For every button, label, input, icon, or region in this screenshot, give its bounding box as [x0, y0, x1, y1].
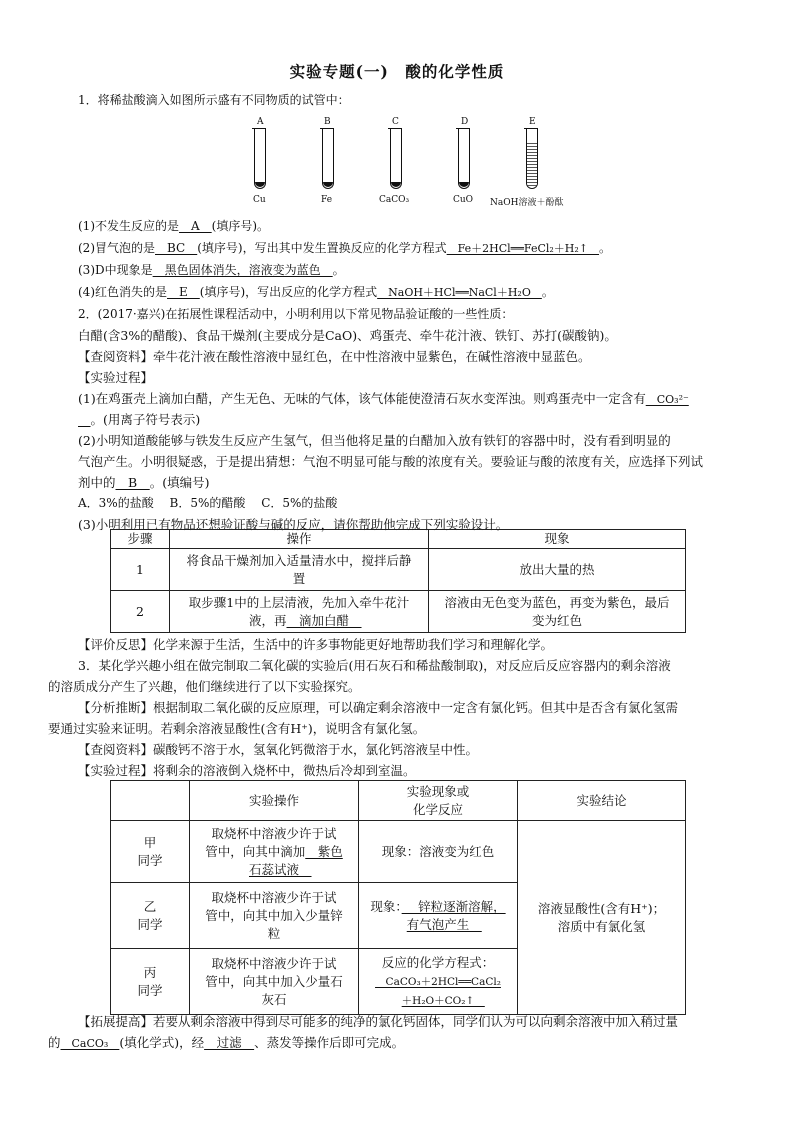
tube-d	[458, 128, 470, 189]
q2-table	[110, 529, 686, 633]
q2-table-header-step: 步骤	[111, 530, 170, 549]
tube-c	[390, 128, 402, 189]
q3-answer-2: 锌粒逐渐溶解，	[401, 898, 506, 914]
q2-table-header-phenomenon: 现象	[429, 530, 686, 549]
page-title: 实验专题(一) 酸的化学性质	[289, 62, 505, 81]
q1-answer-3: 黑色固体消失，溶液变为蓝色	[152, 263, 333, 277]
q2-line-8: 气泡产生。小明很疑惑，于是提出猜想：气泡不明显可能与酸的浓度有关。要验证与酸的浓度有关，应选择下列试	[78, 454, 704, 469]
tube-a-solid	[255, 182, 265, 187]
q3-table-header-conclusion: 实验结论	[518, 781, 686, 821]
tube-e-letter: E	[529, 117, 536, 127]
table-row: 1 将食品干燥剂加入适量清水中，搅拌后静 置 放出大量的热	[111, 549, 686, 591]
q1-part4: (4)红色消失的是 E (填序号)，写出反应的化学方程式 NaOH＋HCl══NaCl＋H₂O 。	[78, 285, 554, 299]
q2-line-3: 【查阅资料】牵牛花汁液在酸性溶液中显红色，在中性溶液中显紫色，在碱性溶液中显蓝色。	[78, 349, 591, 364]
q1-answer-2: BC	[155, 241, 198, 255]
tube-b	[322, 128, 334, 189]
tube-c-solid	[391, 182, 401, 187]
q3-line-5: 【查阅资料】碳酸钙不溶于水，氢氧化钙微溶于水，氯化钙溶液呈中性。	[78, 742, 479, 757]
tube-c-letter: C	[392, 117, 399, 127]
tube-b-label: Fe	[321, 195, 333, 205]
q1-intro: 1．将稀盐酸滴入如图所示盛有不同物质的试管中：	[78, 93, 350, 107]
q3-line-4: 要通过实验来证明。若剩余溶液显酸性(含有H⁺)，说明含有氯化氢。	[48, 721, 426, 736]
q2-answer-2: B	[115, 475, 150, 490]
table-row: 2 取步骤1中的上层清液，先加入牵牛花汁 液，再 滴加白醋 溶液由无色变为蓝色，再变为紫色，最后 变为红色	[111, 591, 686, 633]
q2-table-answer: 滴加白醋	[286, 612, 362, 628]
q2-line-5: (1)在鸡蛋壳上滴加白醋，产生无色、无味的气体，该气体能使澄清石灰水变浑浊。则鸡蛋壳中一定含有 CO₃²⁻	[78, 391, 689, 406]
tube-e-liquid	[527, 142, 537, 188]
tube-d-letter: D	[461, 117, 469, 127]
q1-equation-4: NaOH＋HCl══NaCl＋H₂O	[377, 286, 542, 299]
table-row: 甲 同学 取烧杯中溶液少许于试 管中，向其中滴加 紫色 石蕊试液 现象：溶液变为红色 溶液显酸性(含有H⁺)； 溶质中有氯化氢	[111, 821, 686, 883]
q1-part2: (2)冒气泡的是 BC (填序号)，写出其中发生置换反应的化学方程式 Fe＋2HCl══FeCl₂＋H₂↑ 。	[78, 241, 612, 255]
q1-part1: (1)不发生反应的是 A (填序号)。	[78, 219, 270, 233]
tube-c-label: CaCO₃	[379, 195, 410, 205]
q3-line-1: 3．某化学兴趣小组在做完制取二氧化碳的实验后(用石灰石和稀盐酸制取)，对反应后反应容器内的剩余溶液	[78, 658, 671, 673]
tube-d-solid	[459, 182, 469, 187]
table-row: 丙 同学 取烧杯中溶液少许于试 管中，向其中加入少量石 灰石 反应的化学方程式： CaCO₃＋2HCl══CaCl₂ ＋H₂O＋CO₂↑	[111, 949, 686, 1015]
tube-a-letter: A	[257, 117, 264, 127]
q3-answer-3: CaCO₃＋2HCl══CaCl₂	[375, 975, 501, 988]
q3-line-3: 【分析推断】根据制取二氧化碳的反应原理，可以确定剩余溶液中一定含有氯化钙。但其中是否含有氯化氢需	[78, 700, 679, 715]
tube-b-solid	[323, 182, 333, 187]
tube-e-label: NaOH溶液＋酚酞	[490, 198, 564, 208]
q1-answer-1: A	[179, 219, 212, 233]
table-row: 乙 同学 取烧杯中溶液少许于试 管中，向其中加入少量锌 粒 现象： 锌粒逐渐溶解， 有气泡产生	[111, 883, 686, 949]
q3-line-2: 的溶质成分产生了兴趣，他们继续进行了以下实验探究。	[48, 679, 361, 694]
q3-answer-5: 过滤	[204, 1035, 255, 1050]
tube-b-letter: B	[324, 117, 331, 127]
q3-table	[110, 780, 686, 1015]
q1-part3: (3)D中现象是 黑色固体消失，溶液变为蓝色 。	[78, 263, 345, 277]
q2-line-1: 2．(2017·嘉兴)在拓展性课程活动中，小明利用以下常见物品验证酸的一些性质：	[78, 307, 514, 321]
q1-answer-4: E	[167, 285, 200, 299]
q2-table-header-op: 操作	[170, 530, 429, 549]
q3-line-7: 【拓展提高】若要从剩余溶液中得到尽可能多的纯净的氯化钙固体，同学们认为可以向剩余溶液中加入稍过量	[78, 1014, 679, 1029]
q2-reflection: 【评价反思】化学来源于生活，生活中的许多事物能更好地帮助我们学习和理解化学。	[78, 637, 554, 652]
q2-line-2: 白醋(含3%的醋酸)、食品干燥剂(主要成分是CaO)、鸡蛋壳、牵牛花汁液、铁钉、苏打(碳酸钠)。	[78, 328, 617, 343]
q2-line-7: (2)小明知道酸能够与铁发生反应产生氢气，但当他将足量的白醋加入放有铁钉的容器中时，没有看到明显的	[78, 433, 671, 448]
q2-line-11: (3)小明利用已有物品还想验证酸与碱的反应，请你帮助他完成下列实验设计。	[78, 517, 509, 532]
q2-line-6: 。(用离子符号表示)	[90, 412, 201, 427]
q2-line-4: 【实验过程】	[78, 370, 154, 385]
q3-answer-4: CaCO₃	[60, 1037, 120, 1050]
q2-line-9: 剂中的 B 。(填编号)	[78, 475, 210, 490]
q3-line-6: 【实验过程】将剩余的溶液倒入烧杯中，微热后冷却到室温。	[78, 763, 416, 778]
q1-equation-2: Fe＋2HCl══FeCl₂＋H₂↑	[446, 242, 600, 255]
q2-answer-1: CO₃²⁻	[645, 393, 689, 406]
q3-table-header-op: 实验操作	[190, 781, 359, 821]
q2-options: A．3%的盐酸 B．5%的醋酸 C．5%的盐酸	[78, 496, 338, 510]
tube-a-label: Cu	[253, 195, 266, 205]
q3-line-8: 的 CaCO₃ (填化学式)，经 过滤 、蒸发等操作后即可完成。	[48, 1035, 405, 1050]
q3-answer-1: 石蕊试液	[248, 861, 312, 877]
tube-a	[254, 128, 266, 189]
q3-table-header-phenomenon: 实验现象或 化学反应	[359, 781, 518, 821]
tube-e	[526, 128, 538, 189]
tube-d-label: CuO	[453, 195, 474, 205]
